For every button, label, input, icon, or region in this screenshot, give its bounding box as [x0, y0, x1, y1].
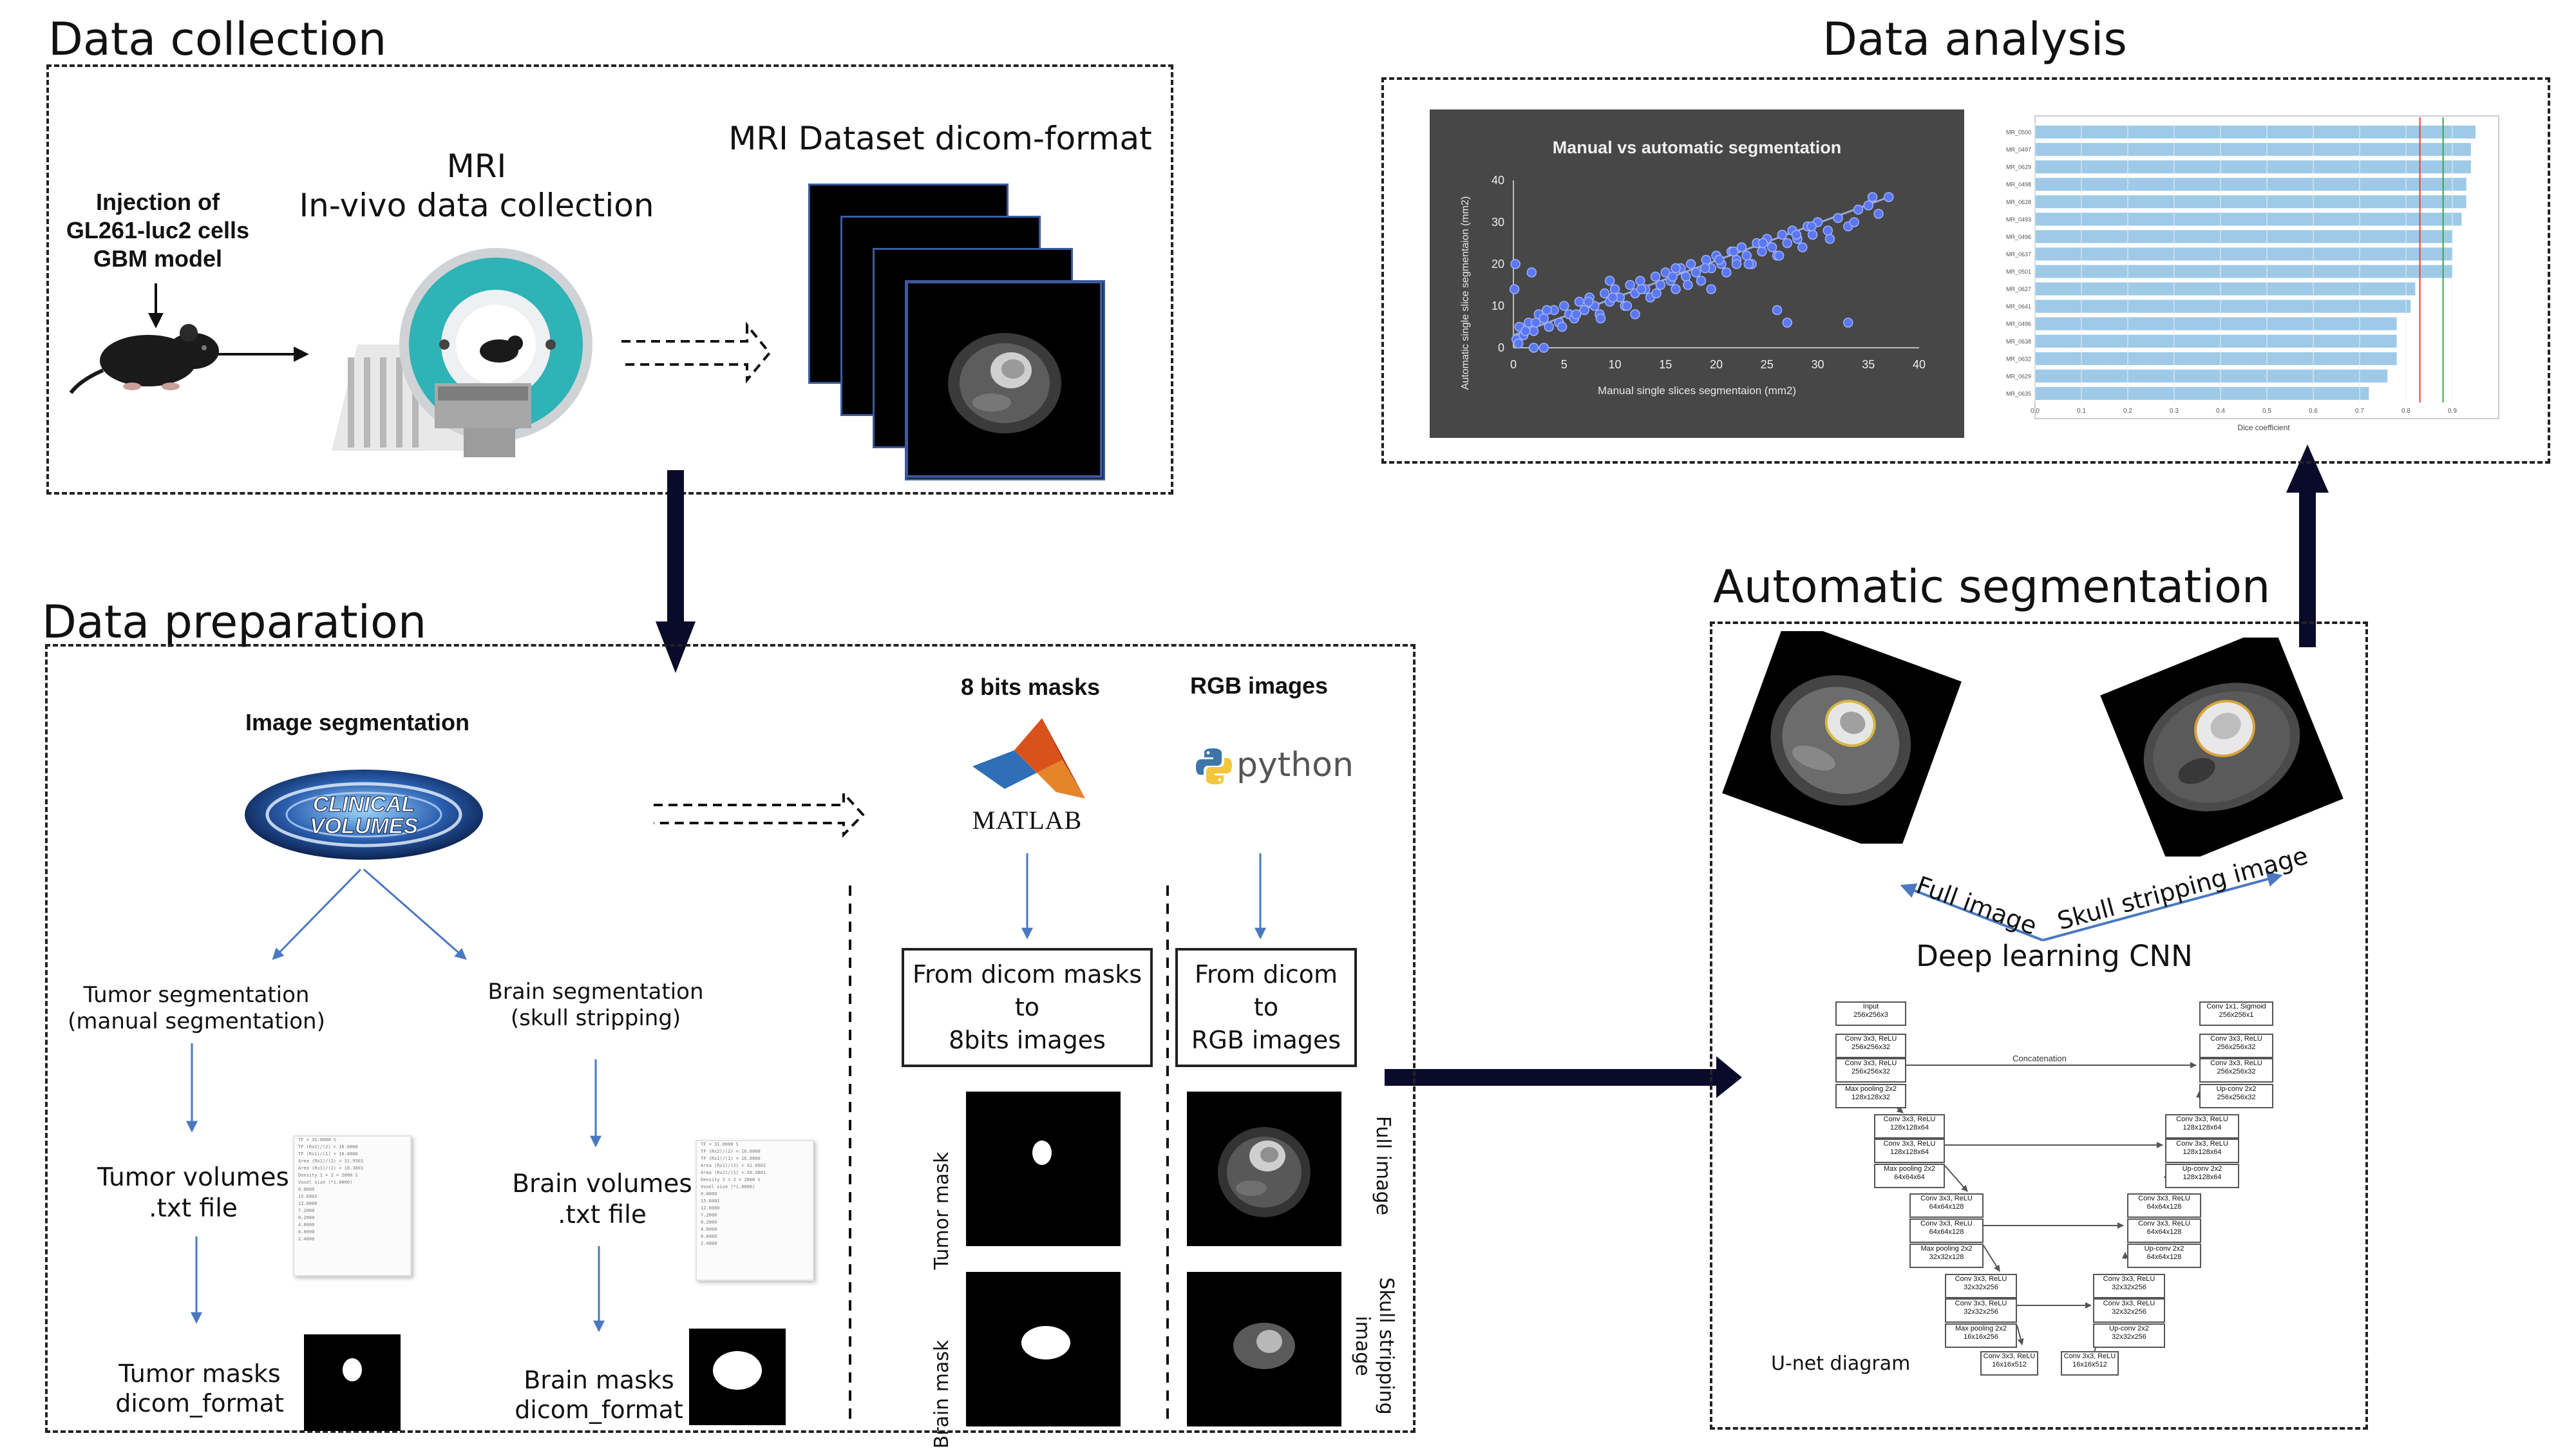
bar-category-label: MR_0637: [2005, 251, 2031, 258]
deep-learning-cnn-label: Deep learning CNN: [1916, 939, 2193, 973]
unet-block-e2b: Conv 3x3, ReLU 128x128x64: [1874, 1139, 1945, 1163]
unet-block-u1: Up-conv 2x2 256x256x32: [2199, 1084, 2273, 1108]
unet-block-e1b: Conv 3x3, ReLU 256x256x32: [1835, 1058, 1906, 1083]
unet-block-p4: Max pooling 2x2 16x16x256: [1945, 1323, 2017, 1348]
scatter-x-axis-label: Manual single slices segmentaion (mm2): [1597, 384, 1797, 397]
skull-stripping-arrow-label: Skull stripping image: [2054, 841, 2311, 936]
brain-volumes-label: Brain volumes .txt file: [512, 1170, 692, 1229]
unet-block-d2b: Conv 3x3, ReLU 128x128x64: [2165, 1139, 2239, 1163]
mri-label: MRI In-vivo data collection: [299, 147, 654, 224]
bar-category-label: MR_0496: [2005, 233, 2031, 240]
automatic-segmentation-title: Automatic segmentation: [1713, 560, 2271, 613]
brain-segmentation-label: Brain segmentation (skull stripping): [488, 979, 704, 1032]
bar-x-tick-label: 0.2: [2123, 408, 2132, 415]
bar-category-label: MR_0629: [2005, 373, 2031, 380]
unet-block-b1: Conv 3x3, ReLU 16x16x512: [1980, 1351, 2038, 1376]
unet-block-d3b: Conv 3x3, ReLU 64x64x128: [2127, 1218, 2201, 1243]
unet-block-e3b: Conv 3x3, ReLU 64x64x128: [1909, 1218, 1984, 1243]
tumor-volumes-label: Tumor volumes .txt file: [97, 1163, 289, 1223]
rgb-images-label: RGB images: [1189, 672, 1329, 699]
bar-x-tick-label: 0.8: [2401, 408, 2410, 415]
python-label: python: [1236, 746, 1354, 784]
tumor-mask-side-label: Tumor mask: [931, 1151, 953, 1270]
unet-block-e4a: Conv 3x3, ReLU 32x32x256: [1945, 1274, 2017, 1298]
unet-block-e3a: Conv 3x3, ReLU 64x64x128: [1909, 1193, 1984, 1218]
unet-block-d4b: Conv 3x3, ReLU 32x32x256: [2093, 1298, 2165, 1323]
unet-block-d1a: Conv 3x3, ReLU 256x256x32: [2199, 1034, 2273, 1058]
scatter-x-tick-label: 15: [1659, 358, 1672, 371]
scatter-x-tick-label: 40: [1912, 358, 1926, 371]
bar-x-tick-label: 0.5: [2262, 408, 2271, 415]
scatter-x-tick-label: 30: [1811, 358, 1824, 371]
bar-x-tick-label: 0.7: [2355, 408, 2364, 415]
bar-x-tick-label: 0.1: [2077, 408, 2086, 415]
unet-block-p3: Max pooling 2x2 32x32x128: [1909, 1244, 1984, 1268]
unet-block-d4a: Conv 3x3, ReLU 32x32x256: [2093, 1274, 2165, 1298]
brain-masks-label: Brain masks dicom_format: [515, 1366, 683, 1425]
scatter-x-tick-label: 0: [1510, 358, 1517, 371]
bar-category-label: MR_0638: [2005, 338, 2031, 345]
dataset-label: MRI Dataset dicom-format: [728, 120, 1152, 157]
unet-diagram-label: U-net diagram: [1771, 1352, 1911, 1375]
unet-block-e4b: Conv 3x3, ReLU 32x32x256: [1945, 1298, 2017, 1323]
bar-x-tick-label: 0.0: [2031, 408, 2040, 415]
unet-block-d3a: Conv 3x3, ReLU 64x64x128: [2127, 1193, 2201, 1218]
full-image-side-label: Full image: [1372, 1115, 1394, 1216]
data-collection-title: Data collection: [48, 13, 387, 66]
scatter-y-tick-label: 30: [1491, 216, 1504, 229]
data-analysis-title: Data analysis: [1823, 13, 2127, 66]
scatter-x-tick-label: 20: [1709, 358, 1723, 371]
scatter-x-tick-label: 25: [1760, 358, 1774, 371]
unet-block-d1b: Conv 3x3, ReLU 256x256x32: [2199, 1058, 2273, 1083]
scatter-y-tick-label: 0: [1497, 341, 1504, 354]
bar-category-label: MR_0635: [2005, 390, 2031, 397]
bar-category-label: MR_0500: [2005, 129, 2031, 136]
scatter-y-tick-label: 10: [1491, 299, 1504, 312]
injection-label: Injection of GL261-luc2 cells GBM model: [66, 189, 250, 272]
bar-chart-x-axis-label: Dice coefficient: [2237, 423, 2290, 432]
bar-category-label: MR_0629: [2005, 164, 2031, 171]
scatter-y-tick-label: 20: [1491, 258, 1504, 270]
bar-x-tick-label: 0.9: [2448, 408, 2457, 415]
image-segmentation-label: Image segmentation: [245, 709, 470, 735]
tumor-volumes-txt-thumbnail: TF = 31.0000 S TF (Rx2)/(2) = 16.0000 TF (Rx1)/(1) = 16.0000 Area (Rx1)/(2) = 31.9501 Area (Rx1)/(1) = 16.3801 Density 1 = 2 = 2000 S Voxel size (*1.0000) 0.0000 15.6001 12.0000 7.2000 0.2000 4.0000 0.0000 2.4000: [293, 1135, 412, 1276]
data-preparation-title: Data preparation: [42, 596, 427, 649]
matlab-label: MATLAB: [972, 806, 1083, 835]
unet-block-u3: Up-conv 2x2 64x64x128: [2127, 1244, 2201, 1268]
unet-block-b2: Conv 3x3, ReLU 16x16x512: [2061, 1351, 2119, 1376]
unet-block-d2a: Conv 3x3, ReLU 128x128x64: [2165, 1114, 2239, 1139]
logo-text-line2: VOLUMES: [309, 814, 419, 838]
bar-x-tick-label: 0.4: [2216, 408, 2225, 415]
bar-category-label: MR_0493: [2005, 216, 2031, 223]
unet-block-u2: Up-conv 2x2 128x128x64: [2165, 1164, 2239, 1188]
scatter-title: Manual vs automatic segmentation: [1552, 138, 1842, 157]
scatter-y-axis-label: Automatic single slice segmentaion (mm2): [1460, 196, 1471, 390]
tumor-segmentation-label: Tumor segmentation (manual segmentation): [68, 982, 325, 1035]
logo-text-line1: CLINICAL: [312, 792, 415, 817]
bar-category-label: MR_0632: [2005, 355, 2031, 363]
bar-category-label: MR_0498: [2005, 181, 2031, 188]
bar-x-tick-label: 0.3: [2170, 408, 2179, 415]
bar-category-label: MR_0501: [2005, 269, 2031, 276]
bar-category-label: MR_0641: [2005, 303, 2031, 310]
bar-category-label: MR_0627: [2005, 286, 2031, 293]
unet-block-e1a: Conv 3x3, ReLU 256x256x32: [1835, 1034, 1906, 1058]
unet-block-p1: Max pooling 2x2 128x128x32: [1835, 1084, 1906, 1108]
brain-volumes-txt-thumbnail: TF = 31.0000 S TF (Rx2)/(2) = 16.0000 TF (Rx1)/(1) = 16.0000 Area (Rx1)/(2) = 31.9501 Area (Rx1)/(1) = 16.3801 Density 1 = 2 = 2000 S Voxel size (*1.0000) 0.0000 15.6001 12.0000 7.2000 0.2000 4.0000 0.0000 2.4000: [696, 1140, 814, 1281]
unet-block-input: Input 256x256x3: [1835, 1001, 1906, 1026]
unet-block-e2a: Conv 3x3, ReLU 128x128x64: [1874, 1114, 1945, 1139]
bar-category-label: MR_0496: [2005, 321, 2031, 328]
dicom-to-rgb-box: From dicom to RGB images: [1175, 948, 1357, 1067]
unet-concatenation-label: Concatenation: [2012, 1054, 2067, 1063]
skull-stripping-side-label: Skull stripping image: [1351, 1277, 1397, 1415]
unet-block-p2: Max pooling 2x2 64x64x64: [1874, 1164, 1945, 1188]
brain-mask-side-label: Brain mask: [931, 1340, 953, 1449]
dicom-masks-to-8bits-box: From dicom masks to 8bits images: [902, 948, 1153, 1067]
scatter-x-tick-label: 5: [1560, 358, 1567, 371]
unet-block-out: Conv 1x1, Sigmoid 256x256x1: [2199, 1001, 2273, 1026]
tumor-masks-label: Tumor masks dicom_format: [115, 1359, 284, 1418]
scatter-x-tick-label: 35: [1862, 358, 1875, 371]
bits-masks-label: 8 bits masks: [960, 674, 1101, 700]
scatter-x-tick-label: 10: [1608, 358, 1622, 371]
bar-category-label: MR_0497: [2005, 146, 2031, 153]
bar-category-label: MR_0628: [2005, 198, 2031, 205]
scatter-y-tick-label: 40: [1491, 174, 1504, 187]
full-image-arrow-label: Full image: [1912, 871, 2041, 941]
unet-block-u4: Up-conv 2x2 32x32x256: [2093, 1323, 2165, 1348]
bar-x-tick-label: 0.6: [2309, 408, 2318, 415]
